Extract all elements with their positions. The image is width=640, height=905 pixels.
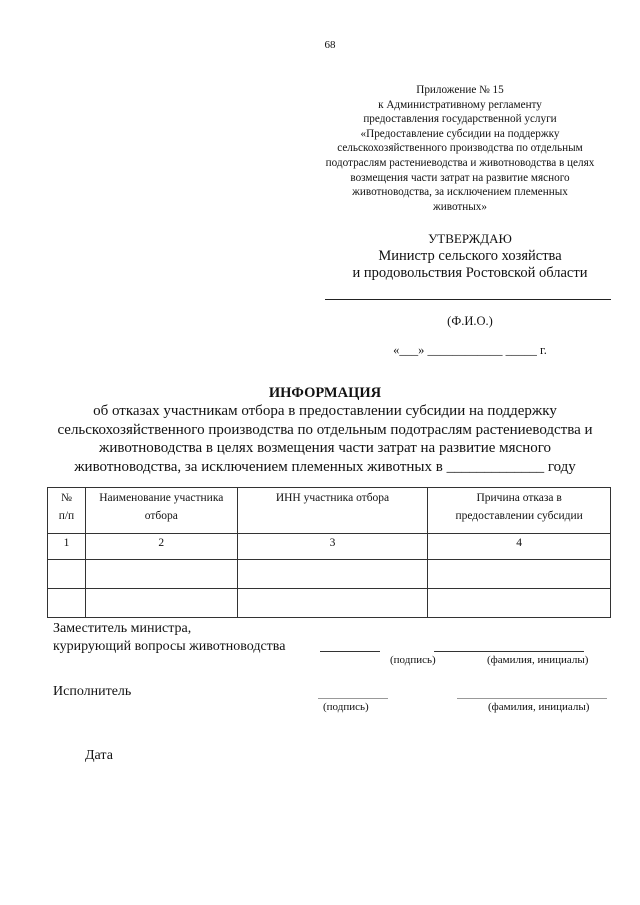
title-heading: ИНФОРМАЦИЯ [268, 385, 382, 401]
minister-title-line: Министр сельского хозяйства [378, 247, 562, 264]
table-row [48, 560, 611, 589]
title-line: животноводства, за исключением племенных животных в _____________ году [74, 458, 576, 475]
date-label: Дата [85, 748, 113, 763]
table-cell[interactable] [428, 589, 611, 618]
column-number: 1 [48, 534, 86, 560]
table-cell[interactable] [85, 560, 237, 589]
deputy-name-caption: (фамилия, инициалы) [487, 654, 589, 666]
table-cell[interactable] [428, 560, 611, 589]
table-cell[interactable] [48, 560, 86, 589]
table-cell[interactable] [237, 589, 428, 618]
title-line: об отказах участникам отбора в предоставлении субсидии на поддержку [93, 403, 557, 420]
column-header: Причина отказа в предоставлении субсидии [428, 488, 611, 534]
deputy-name-line [434, 651, 584, 652]
document-title [55, 384, 595, 476]
appendix-line: Приложение № 15 [416, 84, 504, 96]
appendix-line: возмещения части затрат на развитие мясного [350, 171, 570, 184]
approval-date-line: «___» ____________ _____ г. [393, 343, 547, 357]
column-header: Наименование участника отбора [85, 488, 237, 534]
appendix-line: животноводства, за исключением племенных [352, 186, 568, 199]
executor-name-line [457, 698, 607, 699]
column-header: ИНН участника отбора [237, 488, 428, 534]
column-header: № п/п [48, 488, 86, 534]
table-header-row [48, 488, 611, 534]
table-cell[interactable] [48, 589, 86, 618]
title-line: сельскохозяйственного производства по отдельным подотраслям растениеводства и [57, 421, 593, 438]
appendix-line: сельскохозяйственного производства по отдельным [337, 142, 583, 155]
column-number: 3 [237, 534, 428, 560]
minister-title-line: и продовольствия Ростовской области [352, 265, 588, 281]
executor-label: Исполнитель [53, 684, 132, 699]
appendix-line: «Предоставление субсидии на поддержку [360, 127, 560, 140]
executor-name-caption: (фамилия, инициалы) [488, 701, 590, 713]
executor-signature-caption: (подпись) [323, 701, 369, 713]
title-line: животноводства в целях возмещения части затрат на развитие мясного [98, 440, 552, 457]
approve-label: УТВЕРЖДАЮ [428, 231, 512, 246]
table-row [48, 589, 611, 618]
appendix-header [290, 83, 630, 214]
column-number-row [48, 534, 611, 560]
approval-signature-line [325, 299, 611, 300]
approval-block [320, 230, 620, 283]
refusals-table [47, 487, 611, 618]
table-cell[interactable] [237, 560, 428, 589]
column-number: 4 [428, 534, 611, 560]
appendix-line: предоставления государственной услуги [363, 113, 557, 126]
deputy-minister-label: Заместитель министра, курирующий вопросы животноводства [53, 621, 286, 654]
column-number: 2 [85, 534, 237, 560]
fio-label: (Ф.И.О.) [447, 314, 493, 328]
executor-signature-line [318, 698, 388, 699]
appendix-line: животных» [433, 200, 487, 213]
page-number: 68 [324, 39, 336, 51]
appendix-line: подотраслям растениеводства и животноводства в целях [325, 156, 595, 169]
table-cell[interactable] [85, 589, 237, 618]
deputy-signature-caption: (подпись) [390, 654, 436, 666]
appendix-line: к Административному регламенту [378, 98, 542, 111]
deputy-signature-line [320, 651, 380, 652]
